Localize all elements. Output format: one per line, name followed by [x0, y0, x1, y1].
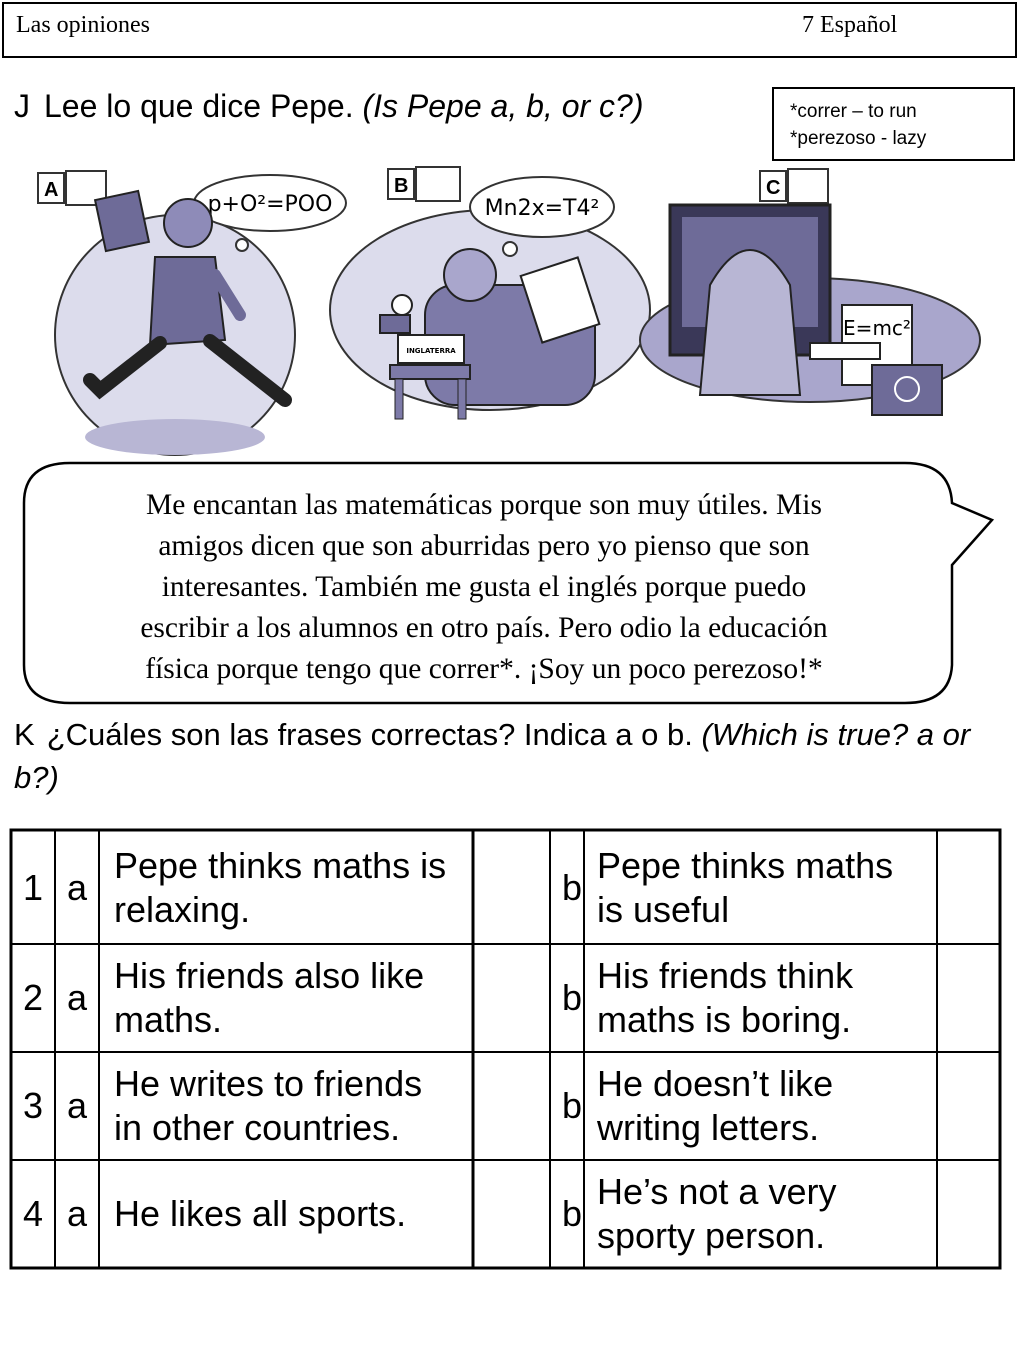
section-k-instruction: ¿Cuáles son las frases correctas? Indica a o b. — [46, 717, 693, 752]
option-a-line: relaxing. — [114, 889, 251, 930]
option-b-text — [597, 844, 932, 932]
section-k-letter: K — [14, 717, 35, 752]
option-a-line: Pepe thinks maths is — [114, 845, 447, 886]
option-b-text — [597, 1170, 932, 1258]
vocab-item: *correr – to run — [790, 101, 917, 122]
option-b-line: maths is boring. — [597, 999, 852, 1040]
speech-line: escribir a los alumnos en otro país. Pero odio la educación — [140, 612, 828, 644]
speech-line: amigos dicen que son aburridas pero yo pienso que son — [158, 530, 810, 562]
speech-line: Me encantan las matemáticas porque son muy útiles. Mis — [146, 489, 822, 521]
option-a-line: in other countries. — [114, 1107, 401, 1148]
answer-box-b[interactable] — [939, 1054, 998, 1158]
option-a-line: He writes to friends — [114, 1063, 423, 1104]
row-number: 1 — [22, 867, 44, 908]
panel-a-label: A — [44, 179, 59, 201]
option-b-line: His friends think — [597, 955, 854, 996]
answer-box-b[interactable] — [939, 946, 998, 1050]
section-k-heading — [14, 713, 1009, 799]
vocab-box — [772, 87, 1015, 161]
panel-c-label: C — [766, 177, 781, 199]
section-j-heading — [14, 88, 643, 125]
panel-a-formula: p+O²=POO — [207, 192, 333, 217]
option-a-text — [114, 1192, 469, 1236]
option-a-text — [114, 844, 469, 932]
speech-bubble-text — [58, 485, 910, 690]
option-b-line: He’s not a very — [597, 1171, 837, 1212]
row-number: 3 — [22, 1085, 44, 1126]
panel-c — [640, 169, 980, 415]
option-b-line: sporty person. — [597, 1215, 826, 1256]
pepe-illustration — [30, 165, 990, 460]
option-a-line: He likes all sports. — [114, 1193, 407, 1234]
answer-box-a[interactable] — [475, 1054, 548, 1158]
panel-b-formula: Mn2x=T4² — [484, 196, 600, 221]
option-b-line: He doesn’t like — [597, 1063, 834, 1104]
option-b-line: Pepe thinks maths — [597, 845, 894, 886]
section-j-instruction: Lee lo que dice Pepe. — [44, 88, 354, 124]
answer-box-b[interactable] — [939, 1162, 998, 1266]
panel-a — [38, 171, 346, 455]
option-a-label: a — [66, 1193, 88, 1234]
option-b-label: b — [561, 867, 583, 908]
option-b-line: writing letters. — [597, 1107, 820, 1148]
option-b-text — [597, 954, 932, 1042]
option-b-label: b — [561, 1193, 583, 1234]
row-number: 4 — [22, 1193, 44, 1234]
panel-c-formula: E=mc² — [843, 316, 911, 340]
answer-box-a[interactable] — [475, 946, 548, 1050]
vocab-item: *perezoso - lazy — [790, 128, 927, 149]
option-a-label: a — [66, 867, 88, 908]
class-label: 7 Español — [802, 12, 898, 38]
section-j-letter: J — [14, 88, 30, 124]
panel-b-sign: INGLATERRA — [406, 347, 456, 355]
option-a-line: His friends also like — [114, 955, 425, 996]
panel-b — [330, 167, 650, 419]
answer-box-a[interactable] — [475, 1162, 548, 1266]
option-a-label: a — [66, 1085, 88, 1126]
speech-line: interesantes. También me gusta el inglés porque puedo — [161, 571, 807, 603]
option-a-text — [114, 954, 469, 1042]
answer-box-b[interactable] — [939, 832, 998, 942]
section-j-translation: (Is Pepe a, b, or c?) — [362, 88, 644, 124]
speech-line: física porque tengo que correr*. ¡Soy un poco perezoso!* — [145, 653, 823, 685]
option-a-line: maths. — [114, 999, 223, 1040]
answer-box-a[interactable] — [475, 832, 548, 942]
section-k-translation: (Which is true? a or b?) — [14, 717, 971, 795]
header-box — [2, 2, 1017, 58]
panel-b-label: B — [394, 175, 409, 197]
option-a-label: a — [66, 977, 88, 1018]
row-number: 2 — [22, 977, 44, 1018]
option-b-text — [597, 1062, 932, 1150]
option-a-text — [114, 1062, 469, 1150]
option-b-label: b — [561, 1085, 583, 1126]
option-b-label: b — [561, 977, 583, 1018]
option-b-line: is useful — [597, 889, 730, 930]
worksheet-title: Las opiniones — [16, 12, 150, 38]
